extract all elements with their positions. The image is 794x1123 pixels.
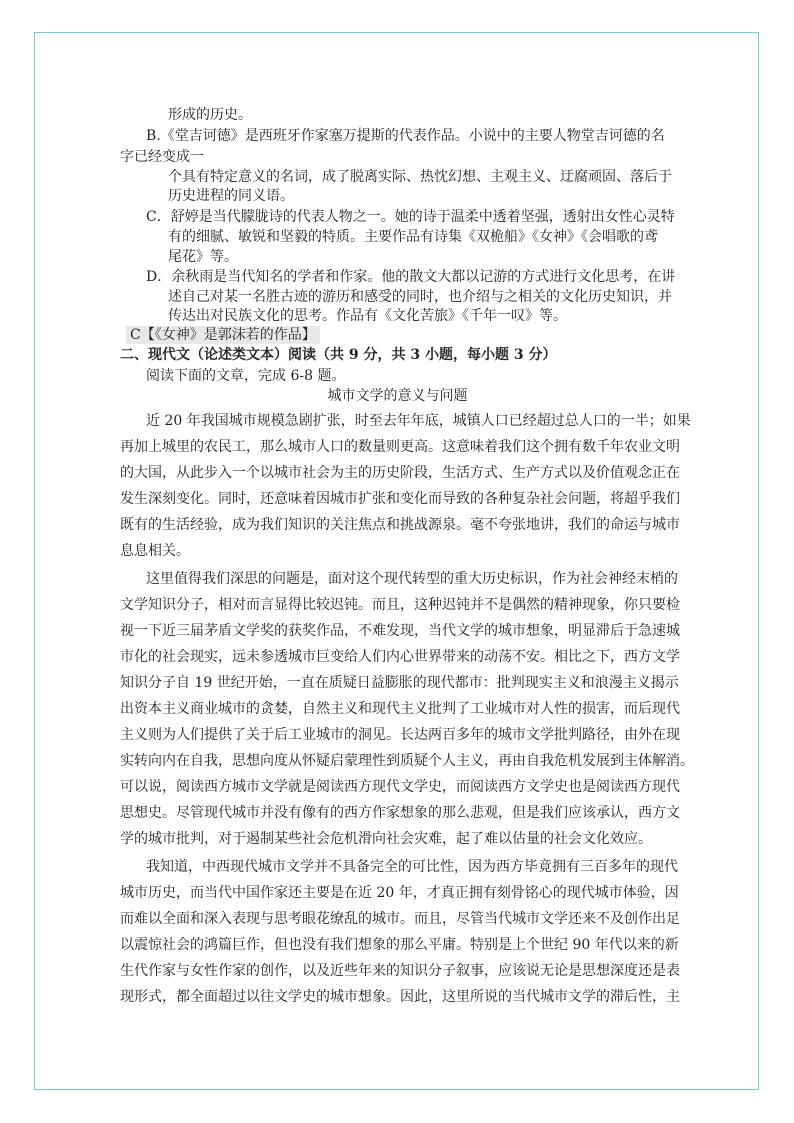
- option-b-line: 历史进程的同义语。: [168, 188, 294, 204]
- article-line: 思想史。尽管现代城市并没有像有的西方作家想象的那么悲观，但是我们应该承认，西方文: [120, 805, 680, 821]
- article-line: 生代作家与女性作家的创作，以及近些年来的知识分子叙事，应该说无论是思想深度还是表: [120, 963, 680, 979]
- option-d-line: 述自己对某一名胜古迹的游历和感受的同时，也介绍与之相关的文化历史知识，并: [168, 289, 672, 305]
- article-line: 这里值得我们深思的问题是，面对这个现代转型的重大历史标识，作为社会神经末梢的: [146, 571, 678, 587]
- answer-note: C【《女神》是郭沫若的作品】: [126, 326, 320, 344]
- option-c-line: C．舒婷是当代朦胧诗的代表人物之一。她的诗于温柔中透着坚强，透射出女性心灵特: [146, 209, 675, 225]
- article-line: 的大国，从此步入一个以城市社会为主的历史阶段，生活方式、生产方式以及价值观念正在: [120, 465, 680, 481]
- article-line: 出资本主义商业城市的贪婪，自然主义和现代主义批判了工业城市对人性的损害，而后现代: [120, 701, 680, 717]
- article-line: 实转向内在自我，思想向度从怀疑启蒙理性到质疑个人主义，再由自我危机发展到主体解消。: [120, 753, 694, 769]
- section-instruction: 阅读下面的文章，完成 6-8 题。: [146, 368, 346, 384]
- article-line: 学的城市批判，对于遏制某些社会危机滑向社会灾难，起了难以估量的社会文化效应。: [120, 831, 652, 847]
- option-b-line: 个具有特定意义的名词，成了脱离实际、热忱幻想、主观主义、迂腐顽固、落后于: [168, 169, 672, 185]
- article-line: 视一下近三届茅盾文学奖的获奖作品，不难发现，当代文学的城市想象，明显滞后于急速城: [120, 623, 680, 639]
- article-line: 市化的社会现实，远未参透城市巨变给人们内心世界带来的动荡不安。相比之下，西方文学: [120, 649, 680, 665]
- option-d-line: D．余秋雨是当代知名的学者和作家。他的散文大都以记游的方式进行文化思考，在讲: [146, 269, 676, 285]
- article-line: 以震惊社会的鸿篇巨作，但也没有我们想象的那么平庸。特别是上个世纪 90 年代以来的新: [120, 937, 679, 953]
- article-line: 知识分子自 19 世纪开始，一直在质疑日益膨胀的现代都市：批判现实主义和浪漫主义揭示: [120, 675, 679, 691]
- article-line: 城市历史，而当代中国作家还主要是在近 20 年，才真正拥有刻骨铭心的现代城市体验，因: [120, 885, 679, 901]
- option-d-line: 传达出对民族文化的思考。作品有《文化苦旅》《千年一叹》等。: [168, 308, 567, 324]
- article-line: 现形式，都全面超过以往文学史的城市想象。因此，这里所说的当代城市文学的滞后性，主: [120, 989, 680, 1005]
- option-c-line: 有的细腻、敏锐和坚毅的特质。主要作品有诗集《双桅船》《女神》《会唱歌的鸢: [168, 229, 658, 245]
- article-line: 发生深刻变化。同时，还意味着因城市扩张和变化而导致的各种复杂社会问题，将超乎我们: [120, 491, 680, 507]
- article-title: 城市文学的意义与问题: [327, 388, 468, 404]
- article-line: 而难以全面和深入表现与思考眼花缭乱的城市。而且，尽管当代城市文学还来不及创作出足: [120, 911, 680, 927]
- article-line: 可以说，阅读西方城市文学就是阅读西方现代文学史，而阅读西方文学史也是阅读西方现代: [120, 779, 680, 795]
- article-line: 文学知识分子，相对而言显得比较迟钝。而且，这种迟钝并不是偶然的精神现象，你只要检: [120, 597, 680, 613]
- option-a-continuation: 形成的历史。: [168, 107, 252, 123]
- article-line: 既有的生活经验，成为我们知识的关注焦点和挑战源泉。毫不夸张地讲，我们的命运与城市: [120, 517, 680, 533]
- option-b-line: B.《堂吉诃德》是西班牙作家塞万提斯的代表作品。小说中的主要人物堂吉诃德的名: [146, 128, 665, 144]
- page-border: [34, 32, 759, 1090]
- option-c-line: 尾花》等。: [168, 249, 238, 265]
- article-line: 息息相关。: [120, 543, 190, 559]
- article-line: 近 20 年我国城市规模急剧扩张，时至去年年底，城镇人口已经超过总人口的一半；如果: [146, 413, 691, 429]
- section-heading: 二、现代文（论述类文本）阅读（共 9 分，共 3 小题，每小题 3 分）: [120, 347, 557, 363]
- article-line: 主义则为人们提供了关于后工业城市的洞见。长达两百多年的城市文学批判路径，由外在现: [120, 727, 680, 743]
- option-b-line: 字已经变成一: [120, 149, 204, 165]
- article-line: 再加上城里的农民工，那么城市人口的数量则更高。这意味着我们这个拥有数千年农业文明: [120, 439, 680, 455]
- article-line: 我知道，中西现代城市文学并不具备完全的可比性，因为西方毕竟拥有三百多年的现代: [146, 859, 678, 875]
